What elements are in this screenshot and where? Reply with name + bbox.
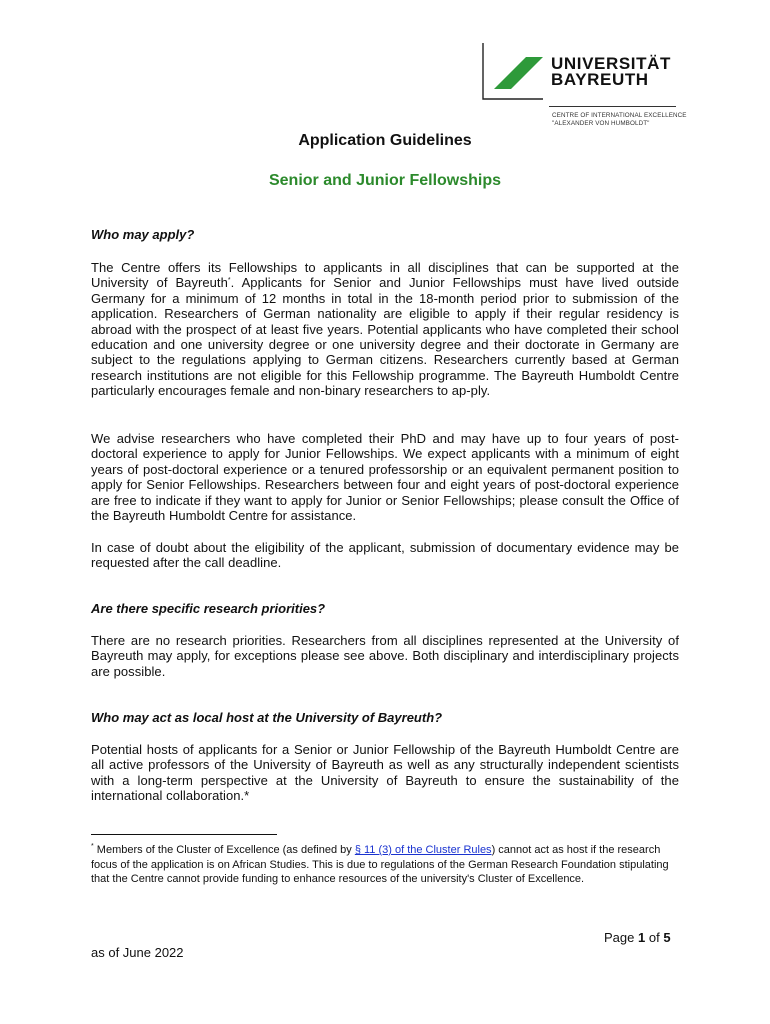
page-current: 1 [638,930,646,945]
university-name-line1: UNIVERSITÄT [551,54,671,73]
centre-name-line1: CENTRE OF INTERNATIONAL EXCELLENCE [552,112,687,119]
as-of-date: as of June 2022 [91,945,184,960]
footnote-text-1: Members of the Cluster of Excellence (as defined by [93,844,355,856]
paragraph-eligibility-text-2: . Applicants for Senior and Junior Fellowships must have lived outside Germany for a minimum of 12 months in total in the 18-month period prior to submission of the application. Researchers of German nationality are eligible to apply if their regular residency is abroad with the prospect of at least five years. Potential applicants who have completed their school education and one university degree or one university degree and their doctorate in Germany are subject to the regulations applying to German citizens. Researchers currently based at German research institutions are not eligible for this Fellowship programme. The Bayreuth Humboldt Centre particularly encourages female and non-binary researchers to ap-ply. [91,275,679,399]
heading-who-may-apply: Who may apply? [91,227,195,242]
heading-research-priorities: Are there specific research priorities? [91,601,326,616]
paragraph-eligibility-doubt: In case of doubt about the eligibility of the applicant, submission of documentary evidence may be requested after the call deadline. [91,540,679,571]
footnote-text-2: ) cannot act as host if the research focus of the application is on African Studies. This is due to regulations of the German Research Foundation stipulating that the Centre cannot provide funding to enhance resources of the university's Cluster of Excellence. [91,844,669,885]
document-subtitle: Senior and Junior Fellowships [268,172,502,189]
footnote [91,843,679,887]
page-label: Page [604,930,635,945]
university-name [551,56,671,88]
page-total: 5 [663,930,671,945]
paragraph-research-priorities: There are no research priorities. Researchers from all disciplines represented at the University of Bayreuth may apply, for exceptions please see above. Both disciplinary and interdisciplinary projects are possible. [91,633,679,679]
document-title: Application Guidelines [298,132,472,149]
paragraph-eligibility [91,260,679,399]
footnote-mark: * [91,843,94,850]
page-number [604,930,671,945]
paragraph-eligibility-text-1: The Centre offers its Fellowships to applicants in all disciplines that can be supported at the University of Bayreuth [91,260,679,291]
page-of: of [648,930,660,945]
cluster-rules-link[interactable]: § 11 (3) of the Cluster Rules [354,844,492,856]
paragraph-local-host: Potential hosts of applicants for a Senior or Junior Fellowship of the Bayreuth Humboldt Centre are all active professors of the University of Bayreuth as well as any structurally independent scientists with a long-term perspective at the University of Bayreuth to ensure the sustainability of the international collaboration.* [91,742,679,804]
university-logo-mark [482,43,544,100]
logo-divider [549,106,676,107]
footnote-marker[interactable]: * [227,277,231,285]
centre-name [552,112,687,127]
university-name-line2: BAYREUTH [551,70,649,89]
paragraph-fellowship-levels: We advise researchers who have completed their PhD and may have up to four years of post-doctoral experience to apply for Junior Fellowships. We expect applicants with a minimum of eight years of post-doctoral experience or a tenured professorship or an equivalent permanent position to apply for Senior Fellowships. Researchers between four and eight years of post-doctoral experience are free to indicate if they want to apply for Junior or Senior Fellowships; please consult the Office of the Bayreuth Humboldt Centre for assistance. [91,431,679,524]
centre-name-line2: "ALEXANDER VON HUMBOLDT" [552,119,650,127]
heading-local-host: Who may act as local host at the University of Bayreuth? [91,710,443,725]
footnote-divider [91,834,277,835]
